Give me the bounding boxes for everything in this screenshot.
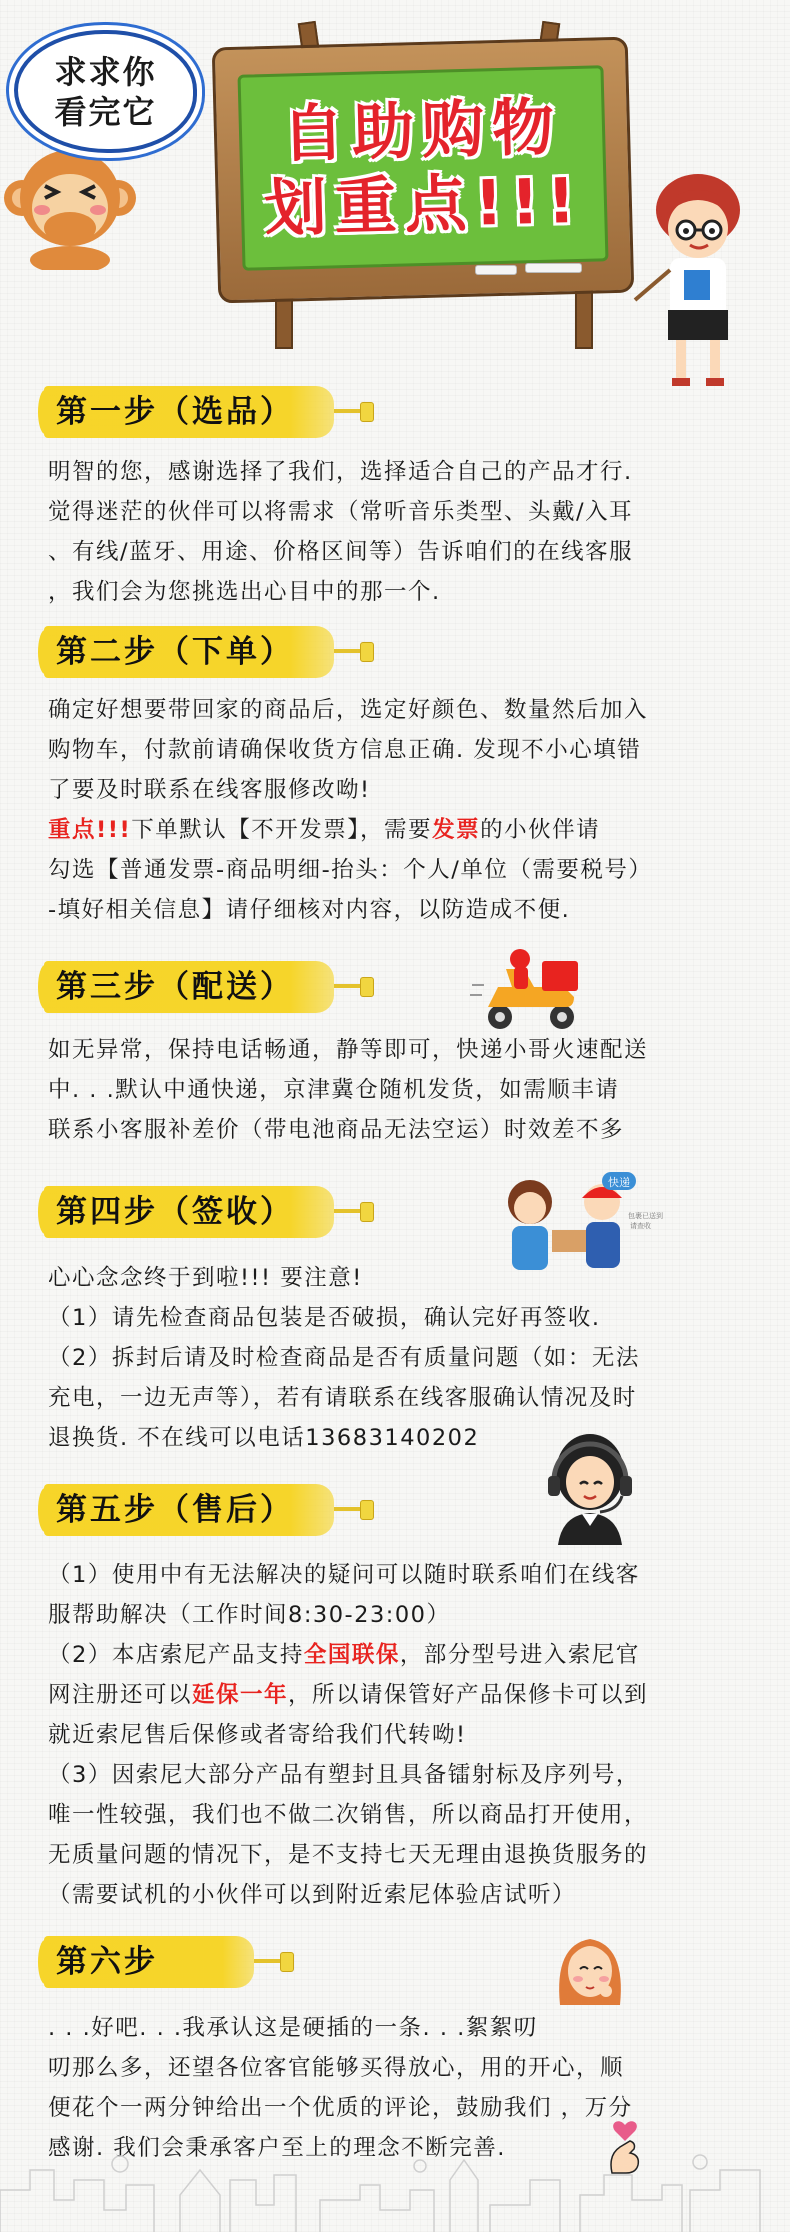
step-5-header bbox=[44, 1478, 354, 1542]
extended-warranty-keyword: 延保一年 bbox=[192, 1682, 289, 1708]
step-1-line: 觉得迷茫的伙伴可以将需求（常听音乐类型、头戴/入耳 bbox=[48, 499, 634, 525]
step-3-line: 中. . .默认中通快递，京津冀仓随机发货，如需顺丰请 bbox=[48, 1077, 620, 1103]
step-1-header bbox=[44, 380, 354, 444]
step-4-title: 第四步（签收） bbox=[56, 1194, 294, 1230]
courier-note-label-2: 请查收 bbox=[630, 1222, 651, 1230]
step-4-line: （1）请先检查商品包装是否破损，确认完好再签收. bbox=[48, 1305, 601, 1331]
step-3-title: 第三步（配送） bbox=[56, 969, 294, 1005]
step-4-header bbox=[44, 1180, 354, 1244]
customer-service-agent-illustration bbox=[540, 1430, 640, 1545]
step-5-line: 就近索尼售后保修或者寄给我们代转呦! bbox=[48, 1722, 467, 1748]
notice-emphasis: 重点!!! bbox=[48, 817, 132, 843]
text-span: （2）本店索尼产品支持 bbox=[48, 1642, 304, 1668]
paint-roller-icon bbox=[334, 977, 374, 995]
step-3-line: 如无异常，保持电话畅通，静等即可，快递小哥火速配送 bbox=[48, 1037, 649, 1063]
notice-text: 的小伙伴请 bbox=[480, 817, 601, 843]
chalkboard bbox=[237, 65, 608, 271]
warranty-keyword: 全国联保 bbox=[303, 1642, 400, 1668]
step-5-line: （3）因索尼大部分产品有塑封且具备镭射标及序列号， bbox=[48, 1762, 640, 1788]
step-2-title: 第二步（下单） bbox=[56, 634, 294, 670]
step-5-title: 第五步（售后） bbox=[56, 1492, 294, 1528]
step-1-title: 第一步（选品） bbox=[56, 394, 294, 430]
step-4-line: 心心念念终于到啦!!! 要注意! bbox=[48, 1265, 363, 1291]
text-span: 网注册还可以 bbox=[48, 1682, 193, 1708]
text-span: ，部分型号进入索尼官 bbox=[399, 1642, 640, 1668]
step-5-line: 唯一性较强，我们也不做二次销售，所以商品打开使用， bbox=[48, 1802, 649, 1828]
step-6-line: . . .好吧. . .我承认这是硬插的一条. . .絮絮叨 bbox=[48, 2015, 538, 2041]
step-2-line: 勾选【普通发票-商品明细-抬头：个人/单位（需要税号） bbox=[48, 857, 653, 883]
step-4-line: 充电，一边无声等），若有请联系在线客服确认情况及时 bbox=[48, 1385, 637, 1411]
step-5-line: （1）使用中有无法解决的疑问可以随时联系咱们在线客 bbox=[48, 1562, 640, 1588]
step-6-body bbox=[48, 2008, 788, 2168]
step-5-line: 无质量问题的情况下，是不支持七天无理由退换货服务的 bbox=[48, 1842, 649, 1868]
step-2-line: 确定好想要带回家的商品后，选定好颜色、数量然后加入 bbox=[48, 697, 649, 723]
board-title: 自助购物 bbox=[281, 89, 563, 171]
step-5-line: （需要试机的小伙伴可以到附近索尼体验店试听） bbox=[48, 1882, 577, 1908]
invoice-keyword: 发票 bbox=[432, 817, 481, 843]
invoice-notice bbox=[48, 810, 788, 850]
courier-note-label-1: 包裹已送到 bbox=[628, 1212, 663, 1220]
delivery-scooter-icon bbox=[470, 945, 590, 1035]
chalk-piece-2 bbox=[525, 263, 582, 273]
step-3-header bbox=[44, 955, 354, 1019]
paint-roller-icon bbox=[334, 1202, 374, 1220]
step-5-line bbox=[48, 1675, 788, 1715]
step-1-line: 、有线/蓝牙、用途、价格区间等）告诉咱们的在线客服 bbox=[48, 539, 634, 565]
speech-bubble bbox=[14, 30, 197, 153]
service-hours: 服帮助解决（工作时间8:30-23:00） bbox=[48, 1602, 451, 1628]
step-6-title: 第六步 bbox=[56, 1944, 158, 1980]
step-4-body bbox=[48, 1258, 788, 1458]
step-4-line: （2）拆封后请及时检查商品是否有质量问题（如：无法 bbox=[48, 1345, 640, 1371]
bubble-line-1: 求求你 bbox=[54, 52, 157, 91]
step-6-line: 叨那么多，还望各位客官能够买得放心，用的开心，顺 bbox=[48, 2055, 625, 2081]
step-1-body bbox=[48, 452, 788, 612]
step-3-line: 联系小客服补差价（带电池商品无法空运）时效差不多 bbox=[48, 1117, 625, 1143]
notice-text: 下单默认【不开发票】，需要 bbox=[131, 817, 433, 843]
step-3-body bbox=[48, 1030, 788, 1150]
thinking-girl-illustration bbox=[550, 1925, 630, 2020]
board-leg-right bbox=[575, 285, 593, 349]
contact-phone: 退换货. 不在线可以电话13683140202 bbox=[48, 1425, 480, 1451]
chalk-piece bbox=[475, 265, 517, 275]
step-2-line: 了要及时联系在线客服修改呦! bbox=[48, 777, 371, 803]
text-span: ，所以请保管好产品保修卡可以到 bbox=[288, 1682, 649, 1708]
step-2-line: -填好相关信息】请仔细核对内容，以防造成不便. bbox=[48, 897, 571, 923]
board-subtitle: 划重点!!! bbox=[263, 163, 585, 246]
step-2-header bbox=[44, 620, 354, 684]
paint-roller-icon bbox=[254, 1952, 294, 1970]
paint-roller-icon bbox=[334, 402, 374, 420]
step-1-line: 明智的您，感谢选择了我们，选择适合自己的产品才行. bbox=[48, 459, 633, 485]
city-sketch-decoration bbox=[0, 2150, 790, 2232]
step-5-body bbox=[48, 1555, 788, 1915]
teacher-illustration bbox=[630, 170, 760, 400]
step-2-body bbox=[48, 690, 788, 930]
paint-roller-icon bbox=[334, 642, 374, 660]
step-6-line: 感谢. 我们会秉承客户至上的理念不断完善. bbox=[48, 2135, 506, 2161]
step-1-line: ，我们会为您挑选出心目中的那一个. bbox=[48, 579, 441, 605]
courier-badge-label: 快递 bbox=[608, 1176, 630, 1189]
step-6-line: 便花个一两分钟给出一个优质的评论，鼓励我们 ，万分 bbox=[48, 2095, 633, 2121]
step-5-line bbox=[48, 1635, 788, 1675]
step-6-header bbox=[44, 1930, 354, 1994]
bubble-line-2: 看完它 bbox=[54, 92, 157, 131]
paint-roller-icon bbox=[334, 1500, 374, 1518]
step-2-line: 购物车，付款前请确保收货方信息正确. 发现不小心填错 bbox=[48, 737, 642, 763]
